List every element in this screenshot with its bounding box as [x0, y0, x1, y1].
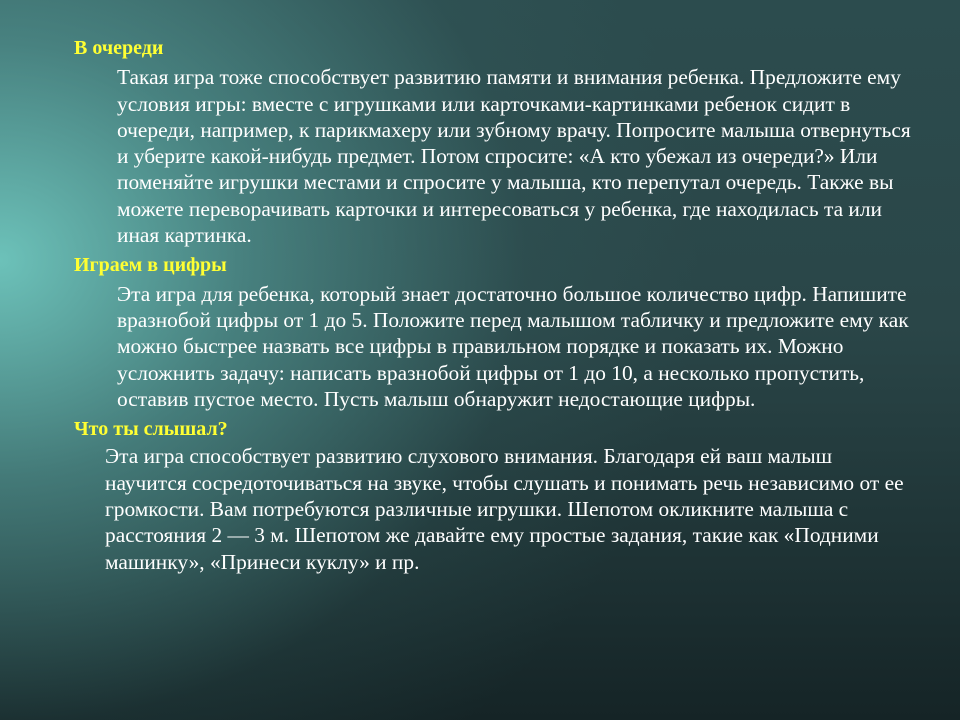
- section-text-listening: Эта игра способствует развитию слухового внимания. Благодаря ей ваш малыш научится сосредоточиваться на звуке, чтобы слушать и понимать речь независимо от ее громкости. Вам потребуются различные игрушки. Шепотом окликните малыша с расстояния 2 — 3 м. Шепотом же давайте ему простые задания, такие как «Подними машинку», «Принеси куклу» и пр.: [105, 444, 904, 574]
- slide-content: [74, 35, 914, 575]
- section-heading-queue: В очереди: [74, 37, 164, 59]
- section-text-queue: Такая игра тоже способствует развитию памяти и внимания ребенка. Предложите ему условия игры: вместе с игрушками или карточками-картинками ребенок сидит в очереди, например, к парикмахеру или зубному врачу. Попросите малыша отвернуться и уберите какой-нибудь предмет. Потом спросите: «А кто убежал из очереди?» Или поменяйте игрушки местами и спросите у малыша, кто перепутал очередь. Также вы можете переворачивать карточки и интересоваться у ребенка, где находилась та или иная картинка.: [117, 65, 911, 248]
- section-text-numbers: Эта игра для ребенка, который знает достаточно большое количество цифр. Напишите вразнобой цифры от 1 до 5. Положите перед малышом табличку и предложите ему как можно быстрее назвать все цифры в правильном порядке и показать их. Можно усложнить задачу: написать вразнобой цифры от 1 до 10, а несколько пропустить, оставив пустое место. Пусть малыш обнаружит недостающие цифры.: [117, 281, 909, 411]
- section-heading-numbers: Играем в цифры: [74, 254, 227, 277]
- section-heading-listening: Что ты слышал?: [74, 418, 228, 441]
